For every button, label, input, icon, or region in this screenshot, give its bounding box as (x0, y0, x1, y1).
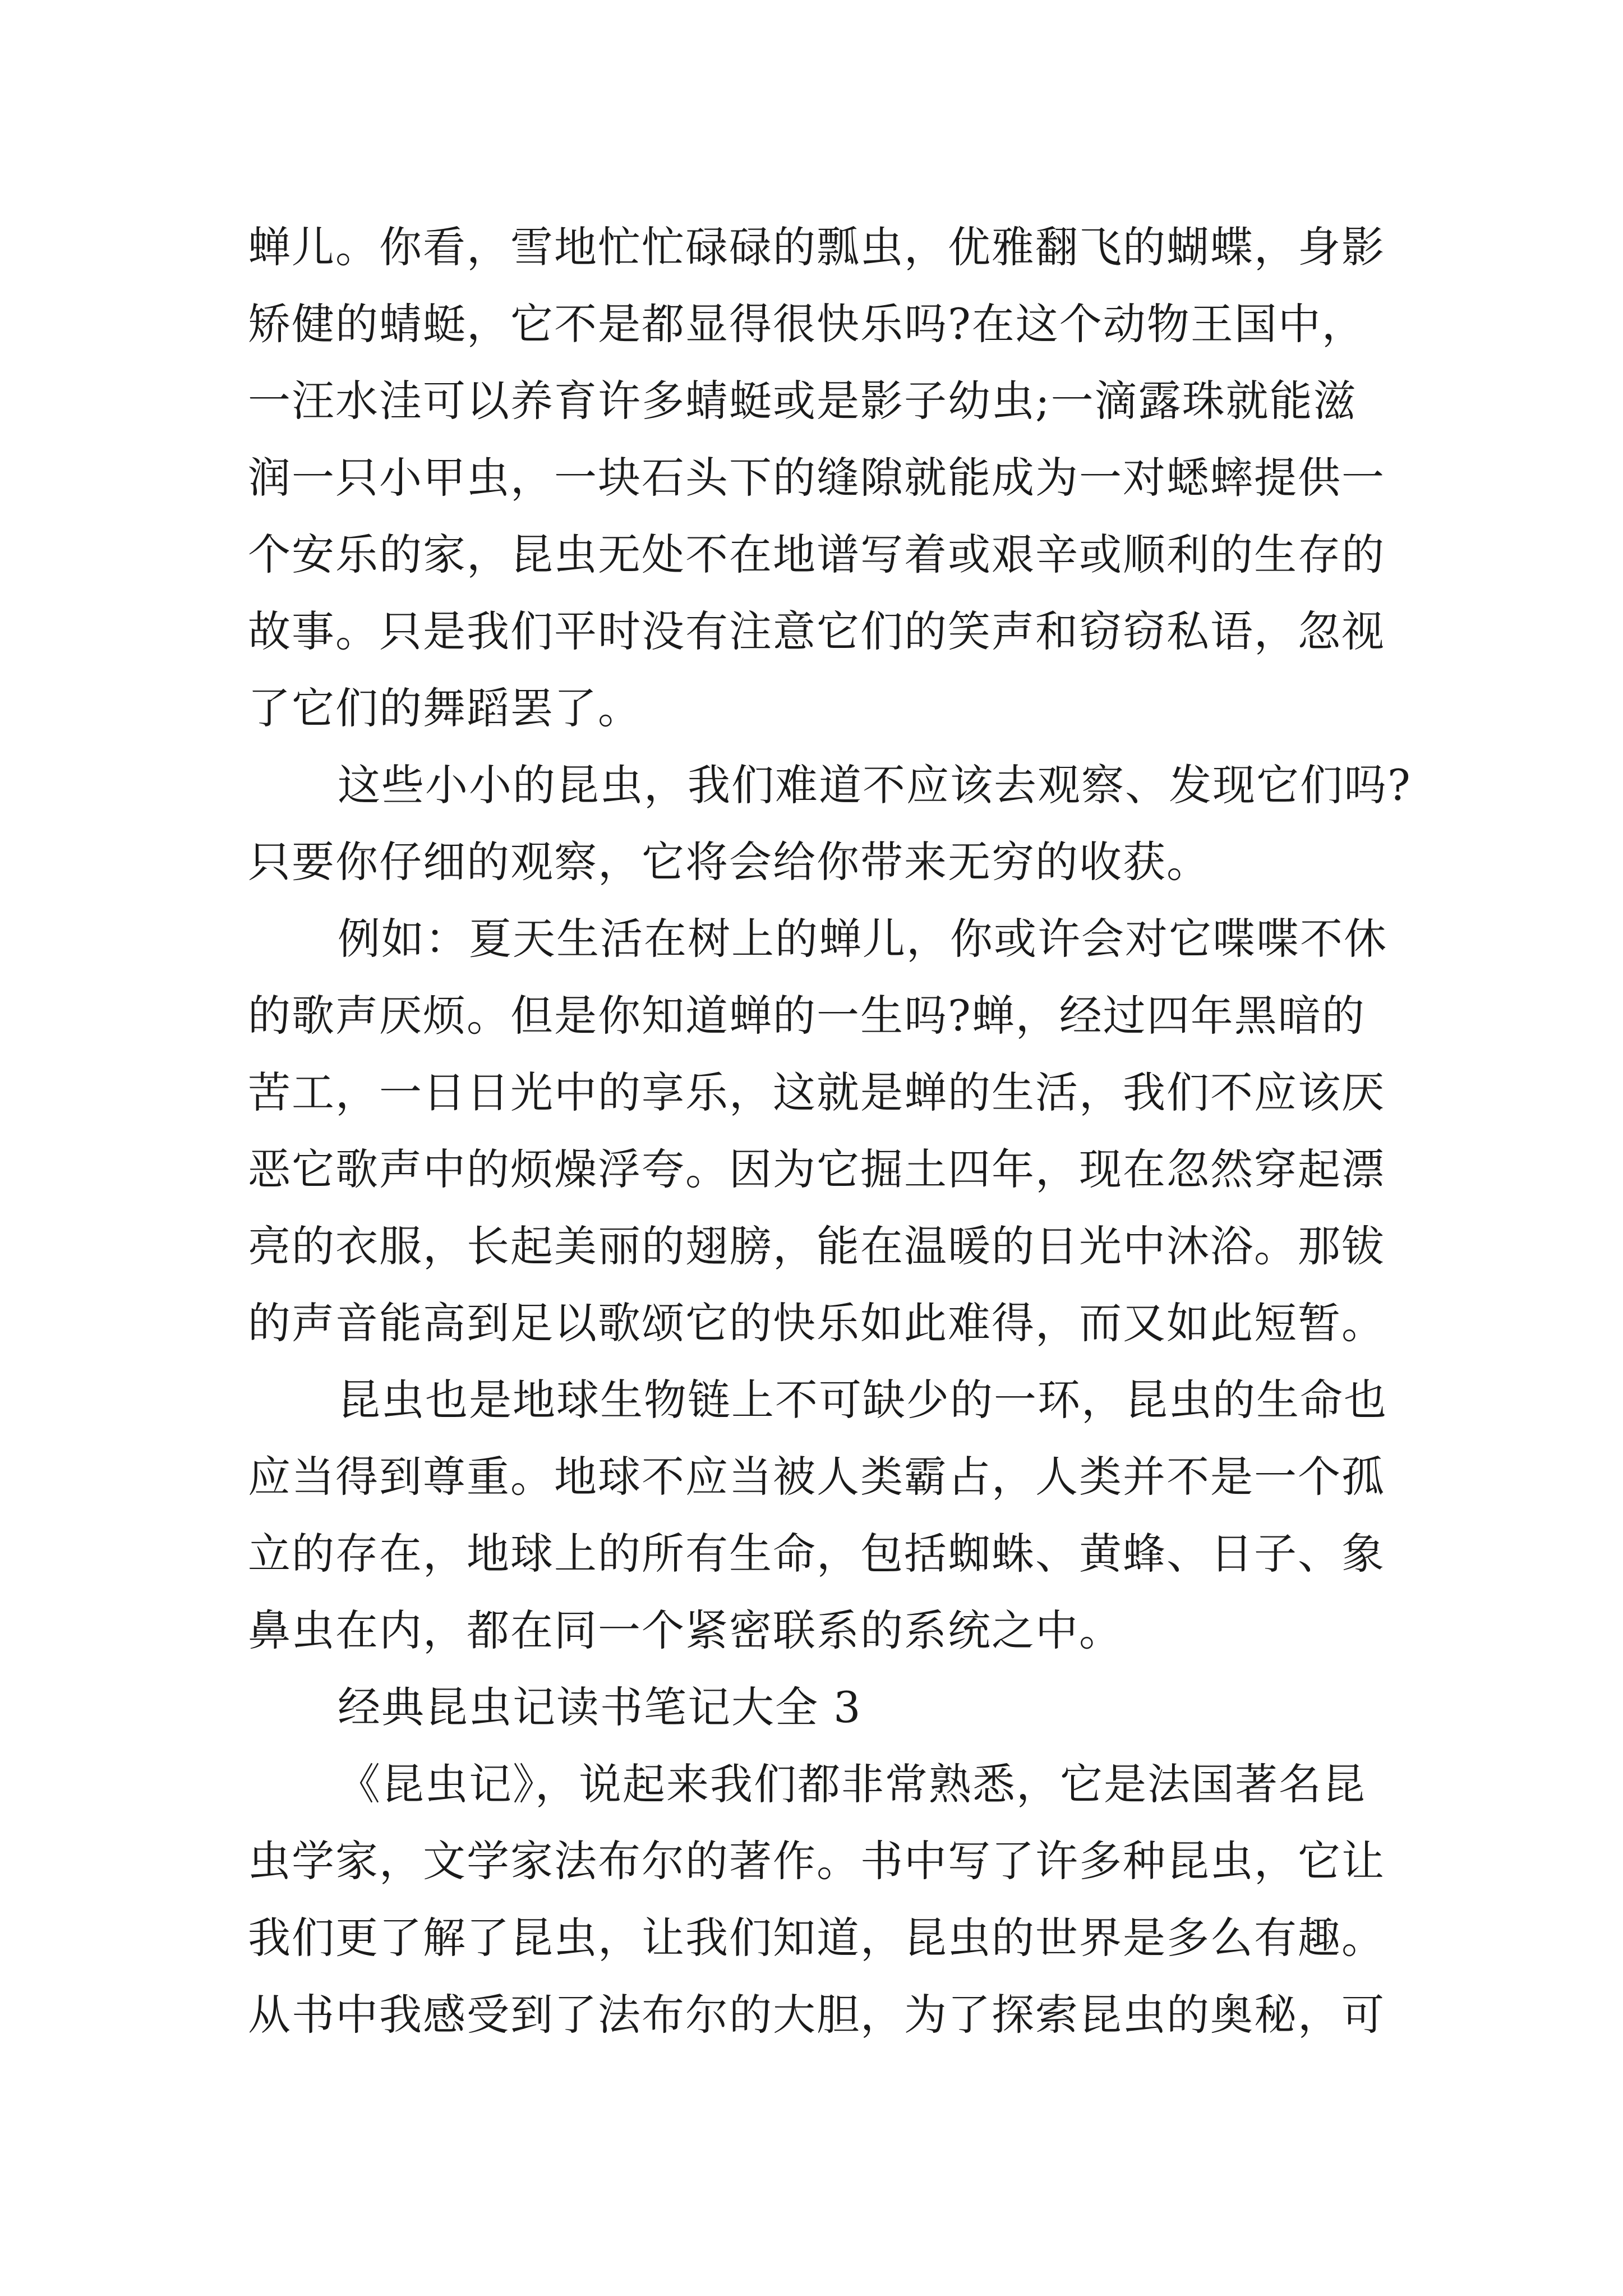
text-line: 经典昆虫记读书笔记大全 3 (338, 1682, 862, 1732)
text-line: 个安乐的家，昆虫无处不在地谱写着或艰辛或顺利的生存的 (248, 530, 1385, 579)
text-line: 苦工，一日日光中的享乐，这就是蝉的生活，我们不应该厌 (248, 1068, 1385, 1117)
text-line: 只要你仔细的观察，它将会给你带来无穷的收获。 (248, 837, 1210, 887)
text-line: 昆虫也是地球生物链上不可缺少的一环，昆虫的生命也 (338, 1375, 1387, 1425)
text-line: 《昆虫记》，说起来我们都非常熟悉，它是法国著名昆 (338, 1759, 1366, 1809)
text-line: 故事。只是我们平时没有注意它们的笑声和窃窃私语，忽视 (248, 606, 1385, 656)
body-text (248, 209, 1412, 2053)
text-line: 润一只小甲虫，一块石头下的缝隙就能成为一对蟋蟀提供一 (248, 453, 1385, 503)
text-line: 亮的衣服，长起美丽的翅膀，能在温暖的日光中沐浴。那钹 (248, 1221, 1385, 1271)
text-line: 的声音能高到足以歌颂它的快乐如此难得，而又如此短暂。 (248, 1298, 1385, 1348)
text-line: 一汪水洼可以养育许多蜻蜓或是影子幼虫;一滴露珠就能滋 (248, 376, 1357, 426)
text-line: 了它们的舞蹈罢了。 (248, 683, 642, 733)
text-line: 从书中我感受到了法布尔的大胆，为了探索昆虫的奥秘，可 (248, 1990, 1385, 2040)
text-line: 蝉儿。你看，雪地忙忙碌碌的瓢虫，优雅翻飞的蝴蝶，身影 (248, 222, 1385, 272)
text-line: 例如：夏天生活在树上的蝉儿，你或许会对它喋喋不休 (338, 914, 1387, 964)
text-line: 矫健的蜻蜓，它不是都显得很快乐吗?在这个动物王国中， (248, 299, 1366, 349)
text-line: 立的存在，地球上的所有生命，包括蜘蛛、黄蜂、日子、象 (248, 1529, 1385, 1579)
text-line: 的歌声厌烦。但是你知道蝉的一生吗?蝉，经过四年黑暗的 (248, 991, 1366, 1041)
text-line: 我们更了解了昆虫，让我们知道，昆虫的世界是多么有趣。 (248, 1913, 1385, 1963)
text-line: 鼻虫在内，都在同一个紧密联系的系统之中。 (248, 1605, 1123, 1655)
text-line: 应当得到尊重。地球不应当被人类霸占，人类并不是一个孤 (248, 1452, 1385, 1502)
text-line: 恶它歌声中的烦燥浮夸。因为它掘土四年，现在忽然穿起漂 (248, 1144, 1385, 1194)
text-line: 虫学家，文学家法布尔的著作。书中写了许多种昆虫，它让 (248, 1836, 1385, 1886)
text-line: 这些小小的昆虫，我们难道不应该去观察、发现它们吗? (338, 760, 1412, 810)
